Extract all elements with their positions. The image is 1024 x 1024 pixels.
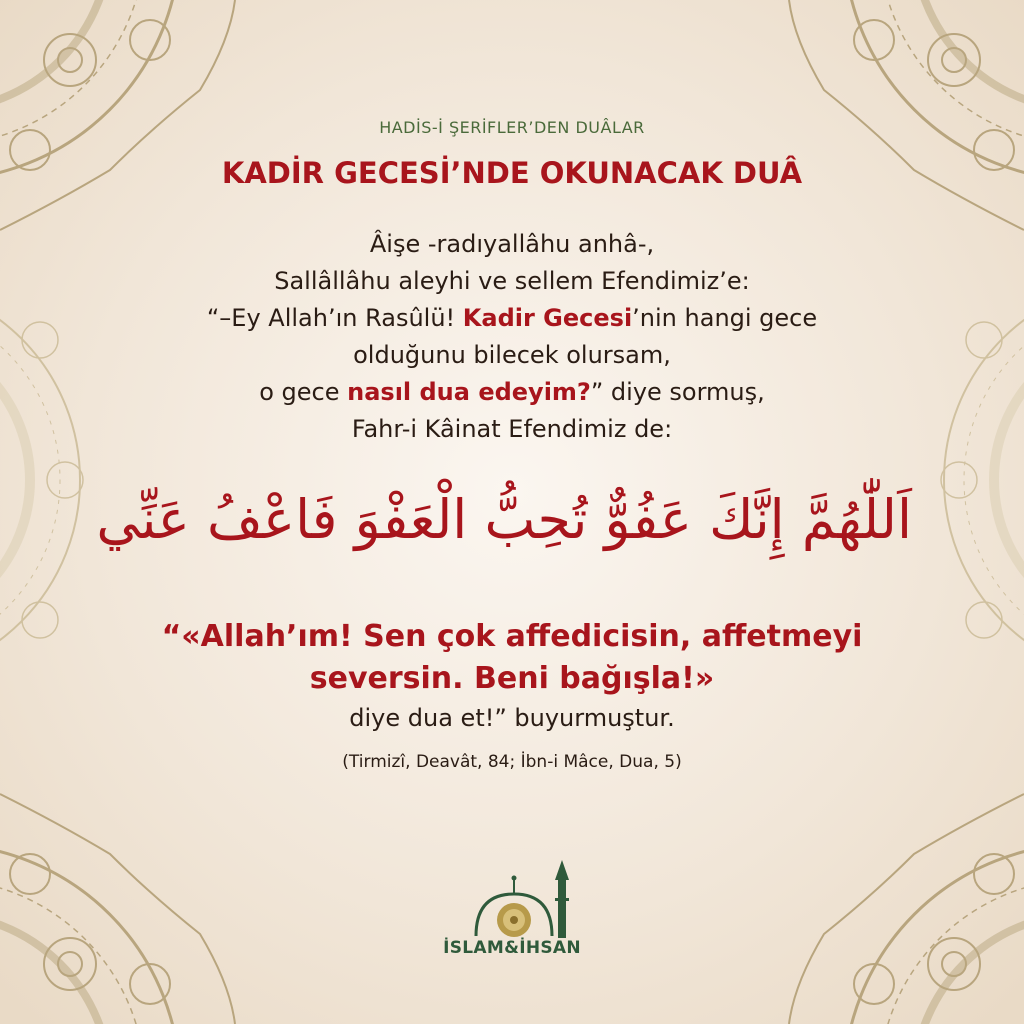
kicker: HADİS-İ ŞERİFLER’DEN DUÂLAR bbox=[379, 118, 645, 137]
intro-line-3 bbox=[112, 300, 912, 337]
intro-line-1 bbox=[112, 226, 912, 263]
intro-line-5-b: ” diye sormuş, bbox=[590, 378, 765, 406]
intro-line-3-a: “–Ey Allah’ın Rasûlü! bbox=[206, 304, 463, 332]
highlight-kadir-gecesi: Kadir Gecesi bbox=[462, 304, 633, 332]
page-title: KADİR GECESİ’NDE OKUNACAK DUÂ bbox=[221, 156, 803, 190]
highlight-nasil-dua: nasıl dua edeyim? bbox=[347, 378, 591, 406]
intro-line-1-rest: -radıyallâhu anhâ-, bbox=[420, 230, 655, 258]
logo-text: İSLAM&İHSAN bbox=[443, 938, 581, 958]
closing-text: diye dua et!” buyurmuştur. bbox=[349, 704, 675, 732]
intro-line-1-bold: Âişe bbox=[369, 230, 421, 258]
arabic-prayer: اَللّٰهُمَّ إِنَّكَ عَفُوٌّ تُحِبُّ الْعَفْوَ فَاعْفُ عَنِّي bbox=[96, 488, 912, 551]
intro-line-6: Fahr-i Kâinat Efendimiz de: bbox=[351, 415, 673, 443]
intro-line-5 bbox=[112, 374, 912, 411]
translation-line-1: “«Allah’ım! Sen çok affedicisin, affetmeyi bbox=[161, 619, 863, 654]
intro-line-3-b: ’nin hangi gece bbox=[632, 304, 818, 332]
translation-line-2: seversin. Beni bağışla!» bbox=[309, 661, 715, 696]
intro-line-4: olduğunu bilecek olursam, bbox=[353, 341, 671, 369]
source-citation: (Tirmizî, Deavât, 84; İbn-i Mâce, Dua, 5) bbox=[342, 752, 682, 772]
translation bbox=[112, 616, 912, 700]
intro-text bbox=[112, 226, 912, 448]
intro-line-2: Sallâllâhu aleyhi ve sellem Efendimiz’e: bbox=[274, 267, 750, 295]
intro-line-5-a: o gece bbox=[259, 378, 348, 406]
